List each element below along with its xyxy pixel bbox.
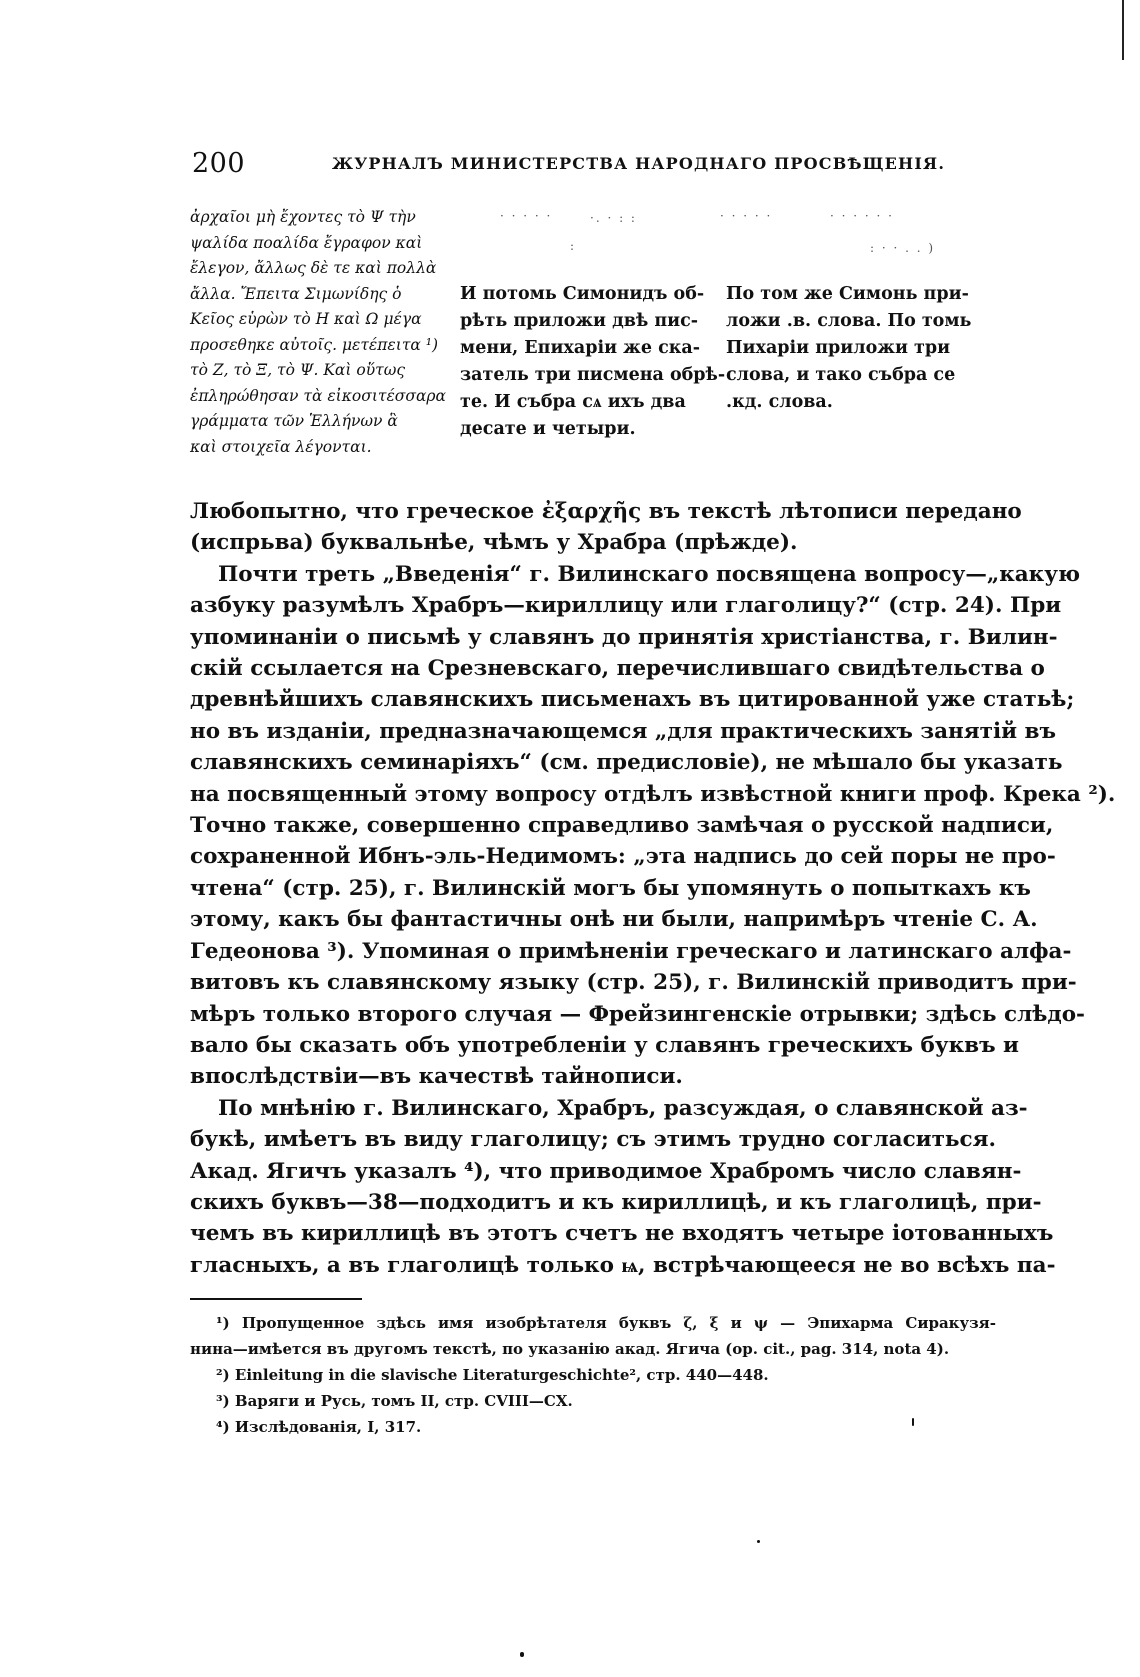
slavonic-line: По том же Симонь при- <box>726 284 969 304</box>
slavonic-column-middle <box>460 281 726 443</box>
body-line: букѣ, имѣетъ въ виду глаголицу; съ этимъ трудно согласиться. <box>190 1127 996 1153</box>
slavonic-line: Пихаріи приложи три <box>726 338 951 358</box>
faded-mark: · · · · · <box>720 209 773 223</box>
faded-print-marks <box>460 205 996 275</box>
slavonic-line: те. И събра сѧ ихъ два <box>460 392 686 412</box>
scan-speck <box>520 1652 524 1657</box>
slavonic-line: десате и четыри. <box>460 419 636 439</box>
body-line: Точно также, совершенно справедливо замѣчая о русской надписи, <box>190 813 1054 839</box>
body-line: Акад. Ягичъ указалъ ⁴), что приводимое Храбромъ число славян- <box>190 1158 1022 1184</box>
greek-line: Κεῖος εὑρὼν τὸ Η καὶ Ω μέγα <box>190 310 422 328</box>
body-line: чтена“ (стр. 25), г. Вилинскій могъ бы упомянуть о попыткахъ къ <box>190 875 1031 901</box>
body-line: Гедеонова ³). Упоминая о примѣненіи греческаго и латинскаго алфа- <box>190 938 1072 964</box>
body-line: упоминаніи о письмѣ у славянъ до принятія христіанства, г. Вилин- <box>190 624 1058 650</box>
body-line: этому, какъ бы фантастичны онѣ ни были, напримѣръ чтеніе С. А. <box>190 907 1038 933</box>
body-line: азбуку разумѣлъ Храбръ—кириллицу или глаголицу?“ (стр. 24). При <box>190 593 1062 619</box>
body-line: Любопытно, что греческое ἐξαρχῆς въ текстѣ лѣтописи передано <box>190 499 1022 524</box>
body-line: По мнѣнію г. Вилинскаго, Храбръ, разсуждая, о славянской аз- <box>218 1095 1028 1121</box>
faded-mark: ·. · : : <box>590 211 637 225</box>
body-line: гласныхъ, а въ глаголицѣ только ѩ, встрѣчающееся не во всѣхъ па- <box>190 1252 1056 1278</box>
greek-line: προσεθηκε αὐτοῖς. μετέπειτα ¹) <box>190 335 439 354</box>
parallel-text-columns <box>190 205 996 465</box>
body-line: (испрьва) буквальнѣе, чѣмъ у Храбра (прѣжде). <box>190 530 798 556</box>
scan-speck <box>912 1418 914 1426</box>
body-text <box>190 496 1116 1281</box>
body-line: Почти треть „Введенія“ г. Вилинскаго посвящена вопросу—„какую <box>218 561 1081 587</box>
body-line: на посвященный этому вопросу отдѣлъ извѣстной книги проф. Крека ²). <box>190 781 1116 807</box>
faded-mark: · · · · · <box>500 209 553 223</box>
footnote-line: ³) Варяги и Русь, томъ II, стр. CVIII—CX. <box>216 1392 573 1410</box>
body-line: впослѣдствіи—въ качествѣ тайнописи. <box>190 1064 683 1090</box>
slavonic-line: мени, Епихаріи же ска- <box>460 338 700 358</box>
footnotes <box>190 1310 996 1440</box>
slavonic-line: .кд. слова. <box>726 392 833 412</box>
scan-edge-line <box>1122 0 1124 60</box>
faded-mark: : · · . . ) <box>870 241 936 255</box>
body-line: древнѣйшихъ славянскихъ письменахъ въ цитированной уже статьѣ; <box>190 687 1075 713</box>
greek-line: ἀρχαῖοι μὴ ἔχοντες τὸ Ψ τὴν <box>190 208 416 226</box>
running-title: ЖУРНАЛЪ МИНИСТЕРСТВА НАРОДНАГО ПРОСВѢЩЕНІЯ. <box>332 154 946 173</box>
footnote-line: ⁴) Изслѣдованія, I, 317. <box>216 1418 422 1436</box>
page-header <box>192 148 992 180</box>
body-line: но въ изданіи, предназначающемся „для практическихъ занятій въ <box>190 718 1056 744</box>
slavonic-line: ложи .в. слова. По томь <box>726 311 972 331</box>
scan-speck <box>757 1540 760 1543</box>
slavonic-column-right <box>726 281 996 416</box>
greek-line: ἔλεγον, ἄλλως δὲ τε καὶ πολλὰ <box>190 259 437 277</box>
slavonic-line: И потомь Симонидъ об- <box>460 284 705 304</box>
body-line: чемъ въ кириллицѣ въ этотъ счетъ не входятъ четыре іотованныхъ <box>190 1221 1054 1247</box>
slavonic-line: рѣть приложи двѣ пис- <box>460 311 699 331</box>
page-number: 200 <box>192 148 246 179</box>
body-line: сохраненной Ибнъ-эль-Недимомъ: „эта надпись до сей поры не про- <box>190 844 1056 870</box>
greek-line: ἐπληρώθησαν τὰ εἰκοσιτέσσαρα <box>190 386 446 405</box>
body-line: скихъ буквъ—38—подходитъ и къ кириллицѣ, и къ глаголицѣ, при- <box>190 1189 1042 1215</box>
footnote-line: нина—имѣется въ другомъ текстѣ, по указанію акад. Ягича (op. cit., pag. 314, nota 4). <box>190 1340 950 1358</box>
body-line: витовъ къ славянскому языку (стр. 25), г. Вилинскій приводитъ при- <box>190 970 1077 996</box>
faded-mark: · · · · · · <box>830 209 894 223</box>
footnote-line: ¹) Пропущенное здѣсь имя изобрѣтателя буквъ ζ, ξ и ψ — Эпихарма Сиракузя- <box>216 1314 996 1332</box>
greek-column <box>190 205 452 460</box>
body-line: славянскихъ семинаріяхъ“ (см. предисловіе), не мѣшало бы указать <box>190 750 1063 776</box>
greek-line: γράμματα τῶν Ἑλλήνων ἃ <box>190 412 398 430</box>
greek-line: καὶ στοιχεῖα λέγονται. <box>190 437 372 456</box>
slavonic-line: затель три писмена обрѣ- <box>460 365 726 385</box>
greek-line: ψαλίδα ποαλίδα ἔγραφον καὶ <box>190 233 423 252</box>
footnote-divider <box>190 1298 362 1300</box>
slavonic-line: слова, и тако събра се <box>726 365 956 385</box>
greek-line: τὸ Ζ, τὸ Ξ, τὸ Ψ. Καὶ οὕτως <box>190 361 406 379</box>
body-line: вало бы сказать объ употребленіи у славянъ греческихъ буквъ и <box>190 1032 1019 1058</box>
body-line: скій ссылается на Срезневскаго, перечислившаго свидѣтельства о <box>190 656 1045 682</box>
faded-mark: : <box>570 239 577 253</box>
footnote-line: ²) Einleitung in die slavische Literaturgeschichte², стр. 440—448. <box>216 1366 769 1384</box>
greek-line: ἄλλα. Ἔπειτα Σιμωνίδης ὁ <box>190 284 402 303</box>
body-line: мѣръ только второго случая — Фрейзингенскіе отрывки; здѣсь слѣдо- <box>190 1001 1085 1027</box>
